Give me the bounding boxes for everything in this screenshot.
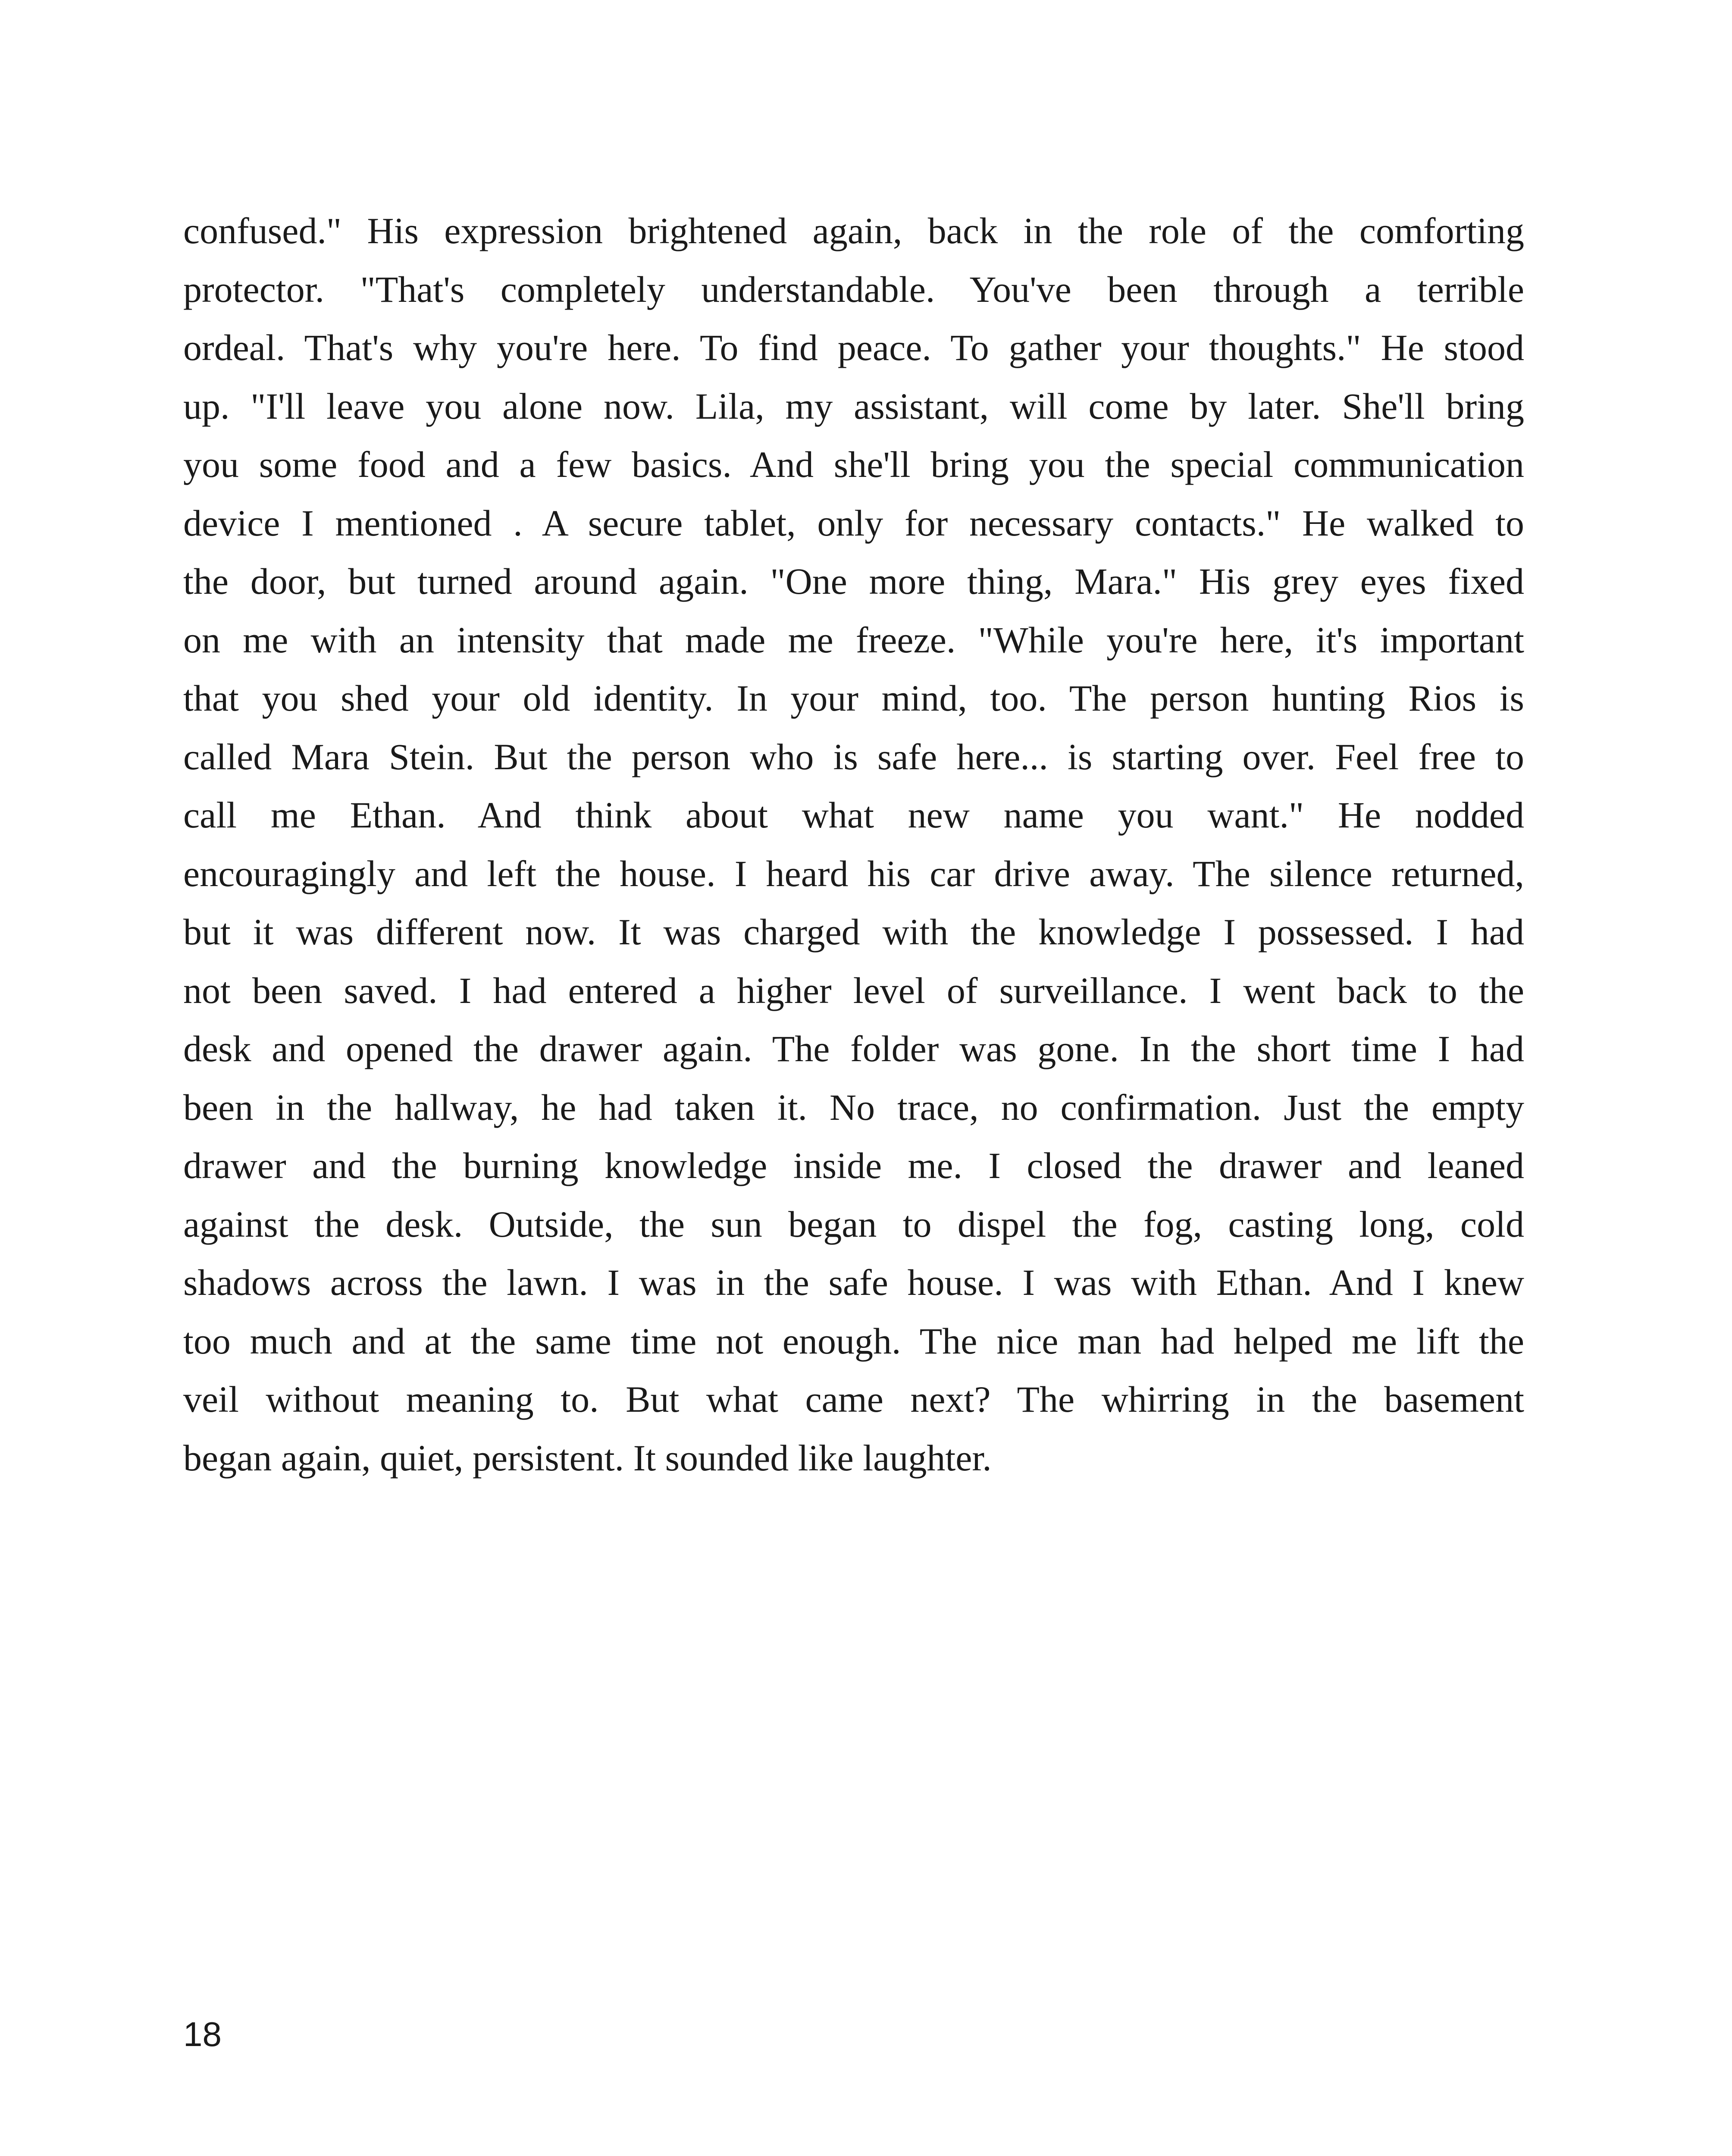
text-line: encouragingly and left the house. I heard his car drive away. The silence returned, [183, 852, 1524, 894]
text-line: veil without meaning to. But what came next? The whirring in the basement [183, 1379, 1524, 1420]
text-line-last: began again, quiet, persistent. It sounded like laughter. [183, 1437, 992, 1479]
text-line: ordeal. That's why you're here. To find peace. To gather your thoughts." He stood [183, 327, 1524, 368]
text-line: device I mentioned . A secure tablet, only for necessary contacts." He walked to [183, 502, 1524, 544]
text-line: drawer and the burning knowledge inside me. I closed the drawer and leaned [183, 1145, 1524, 1186]
text-line: up. "I'll leave you alone now. Lila, my assistant, will come by later. She'll bring [183, 385, 1524, 427]
text-line: the door, but turned around again. "One more thing, Mara." His grey eyes fixed [183, 561, 1524, 602]
text-line: but it was different now. It was charged with the knowledge I possessed. I had [183, 911, 1524, 953]
text-line: protector. "That's completely understandable. You've been through a terrible [183, 268, 1524, 310]
text-line: confused." His expression brightened again, back in the role of the comforting [183, 210, 1524, 251]
body-text [183, 202, 1524, 1487]
text-line: you some food and a few basics. And she'll bring you the special communication [183, 444, 1524, 485]
text-line: on me with an intensity that made me freeze. "While you're here, it's important [183, 619, 1524, 661]
text-line: desk and opened the drawer again. The folder was gone. In the short time I had [183, 1028, 1524, 1069]
text-line: that you shed your old identity. In your mind, too. The person hunting Rios is [183, 677, 1524, 719]
text-line: call me Ethan. And think about what new name you want." He nodded [183, 794, 1524, 836]
text-line: been in the hallway, he had taken it. No trace, no confirmation. Just the empty [183, 1086, 1524, 1128]
text-line: called Mara Stein. But the person who is safe here... is starting over. Feel free to [183, 736, 1524, 777]
text-line: not been saved. I had entered a higher level of surveillance. I went back to the [183, 969, 1524, 1011]
text-line: shadows across the lawn. I was in the safe house. I was with Ethan. And I knew [183, 1262, 1524, 1303]
text-line: too much and at the same time not enough. The nice man had helped me lift the [183, 1320, 1524, 1362]
text-line: against the desk. Outside, the sun began to dispel the fog, casting long, cold [183, 1203, 1524, 1245]
page-number: 18 [183, 2015, 222, 2053]
